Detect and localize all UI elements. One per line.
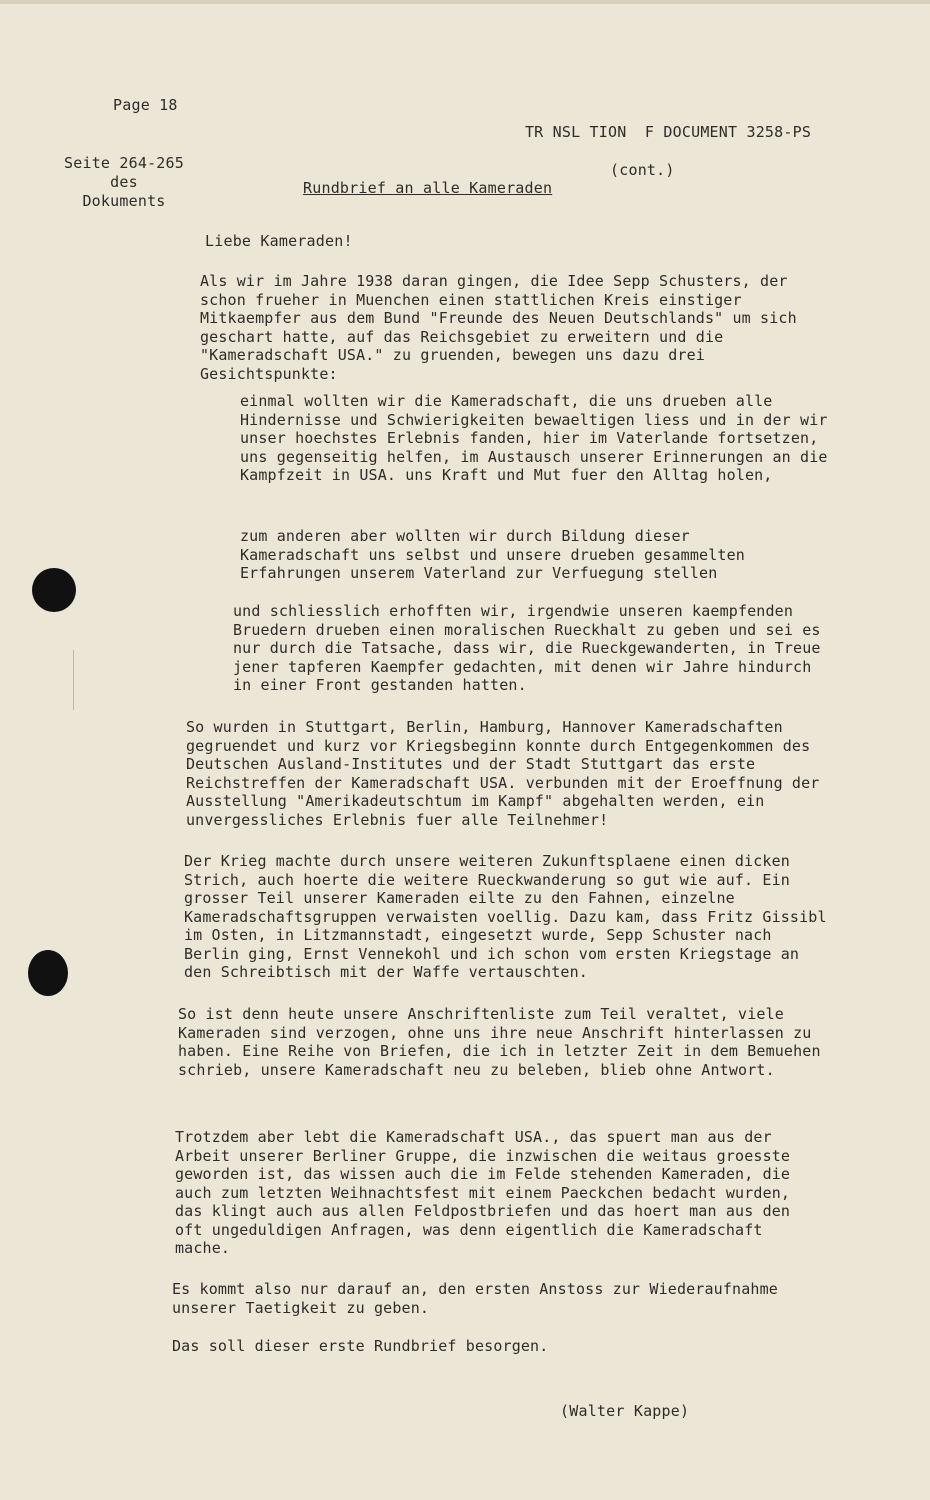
continued-label: (cont.) [610, 161, 675, 179]
paragraph-point-two: zum anderen aber wollten wir durch Bildung dieser Kameradschaft uns selbst und unsere drueben gesammelten Erfahrungen unserem Vaterland zur Verfuegung stellen [240, 527, 745, 582]
top-edge [0, 0, 930, 4]
paragraph-intro: Als wir im Jahre 1938 daran gingen, die Idee Sepp Schusters, der schon frueher in Muenchen einen stattlichen Kreis einstiger Mitkaempfer aus dem Bund "Freunde des Neuen Deutschlands" um sich geschart hatte, auf das Reichsgebiet zu erweitern und die "Kameradschaft USA." zu gruenden, bewegen uns dazu drei Gesichtspunkte: [200, 272, 797, 383]
paragraph-point-three: und schliesslich erhofften wir, irgendwie unseren kaempfenden Bruedern drueben einen moralischen Rueckhalt zu geben und sei es nur durch die Tatsache, dass wir, die Rueckgewanderten, in Treue jener tapferen Kaempfer gedachten, mit denen wir Jahre hindurch in einer Front gestanden hatten. [233, 602, 821, 694]
paragraph-war: Der Krieg machte durch unsere weiteren Zukunftsplaene einen dicken Strich, auch hoerte die weitere Rueckwanderung so gut wie auf. Ein grosser Teil unserer Kameraden eilte zu den Fahnen, einzelne Kameradschaftsgruppen verwaisten voellig. Dazu kam, dass Fritz Gissibl im Osten, in Litzmannstadt, eingesetzt wurde, Sepp Schuster nach Berlin ging, Ernst Vennekohl und ich schon vom ersten Kriegstage an den Schreibtisch mit der Waffe vertauschten. [184, 852, 827, 981]
punch-hole-upper [32, 568, 76, 612]
paragraph-closing: Das soll dieser erste Rundbrief besorgen. [172, 1337, 549, 1355]
source-reference [63, 154, 185, 211]
translation-title: TR NSL TION F DOCUMENT 3258-PS [524, 123, 812, 141]
signature: (Walter Kappe) [560, 1402, 690, 1420]
reference-pages: Seite 264-265 [64, 154, 184, 172]
paragraph-nevertheless: Trotzdem aber lebt die Kameradschaft USA., das spuert man aus der Arbeit unserer Berliner Gruppe, die inzwischen die weitaus groesste geworden ist, das wissen auch die im Felde stehenden Kameraden, die auch zum letzten Weihnachtsfest mit einem Paeckchen bedacht wurden, das klingt auch aus allen Feldpostbriefen und das hoert man aus den oft ungeduldigen Anfragen, was denn eigentlich die Kameradschaft mache. [175, 1128, 791, 1257]
paragraph-point-one: einmal wollten wir die Kameradschaft, die uns drueben alle Hindernisse und Schwierigkeiten bewaeltigen liess und in der wir unser hoechstes Erlebnis fanden, hier im Vaterlande fortsetzen, uns gegenseitig helfen, im Austausch unserer Erinnerungen an die Kampfzeit in USA. uns Kraft und Mut fuer den Alltag holen, [240, 392, 828, 484]
greeting: Liebe Kameraden! [205, 232, 353, 250]
reference-des: des [110, 173, 138, 191]
paragraph-first-impulse: Es kommt also nur darauf an, den ersten Anstoss zur Wiederaufnahme unserer Taetigkeit zu geben. [172, 1280, 778, 1317]
reference-dokuments: Dokuments [82, 192, 166, 210]
translation-header [488, 104, 811, 218]
paragraph-founding: So wurden in Stuttgart, Berlin, Hamburg, Hannover Kameradschaften gegruendet und kurz vor Kriegsbeginn konnte durch Entgegenkommen des Deutschen Ausland-Institutes und der Stadt Stuttgart das erste Reichstreffen der Kameradschaft USA. verbunden mit der Eroeffnung der Ausstellung "Amerikadeutschtum im Kampf" abgehalten werden, ein unvergessliches Erlebnis fuer alle Teilnehmer! [186, 718, 820, 829]
page-number: Page 18 [113, 96, 178, 114]
punch-hole-lower [28, 950, 68, 996]
margin-mark [73, 650, 74, 710]
paragraph-address-list: So ist denn heute unsere Anschriftenliste zum Teil veraltet, viele Kameraden sind verzogen, ohne uns ihre neue Anschrift hinterlassen zu haben. Eine Reihe von Briefen, die ich in letzter Zeit in dem Bemuehen schrieb, unsere Kameradschaft neu zu beleben, blieb ohne Antwort. [178, 1005, 821, 1079]
letter-title: Rundbrief an alle Kameraden [303, 179, 553, 197]
